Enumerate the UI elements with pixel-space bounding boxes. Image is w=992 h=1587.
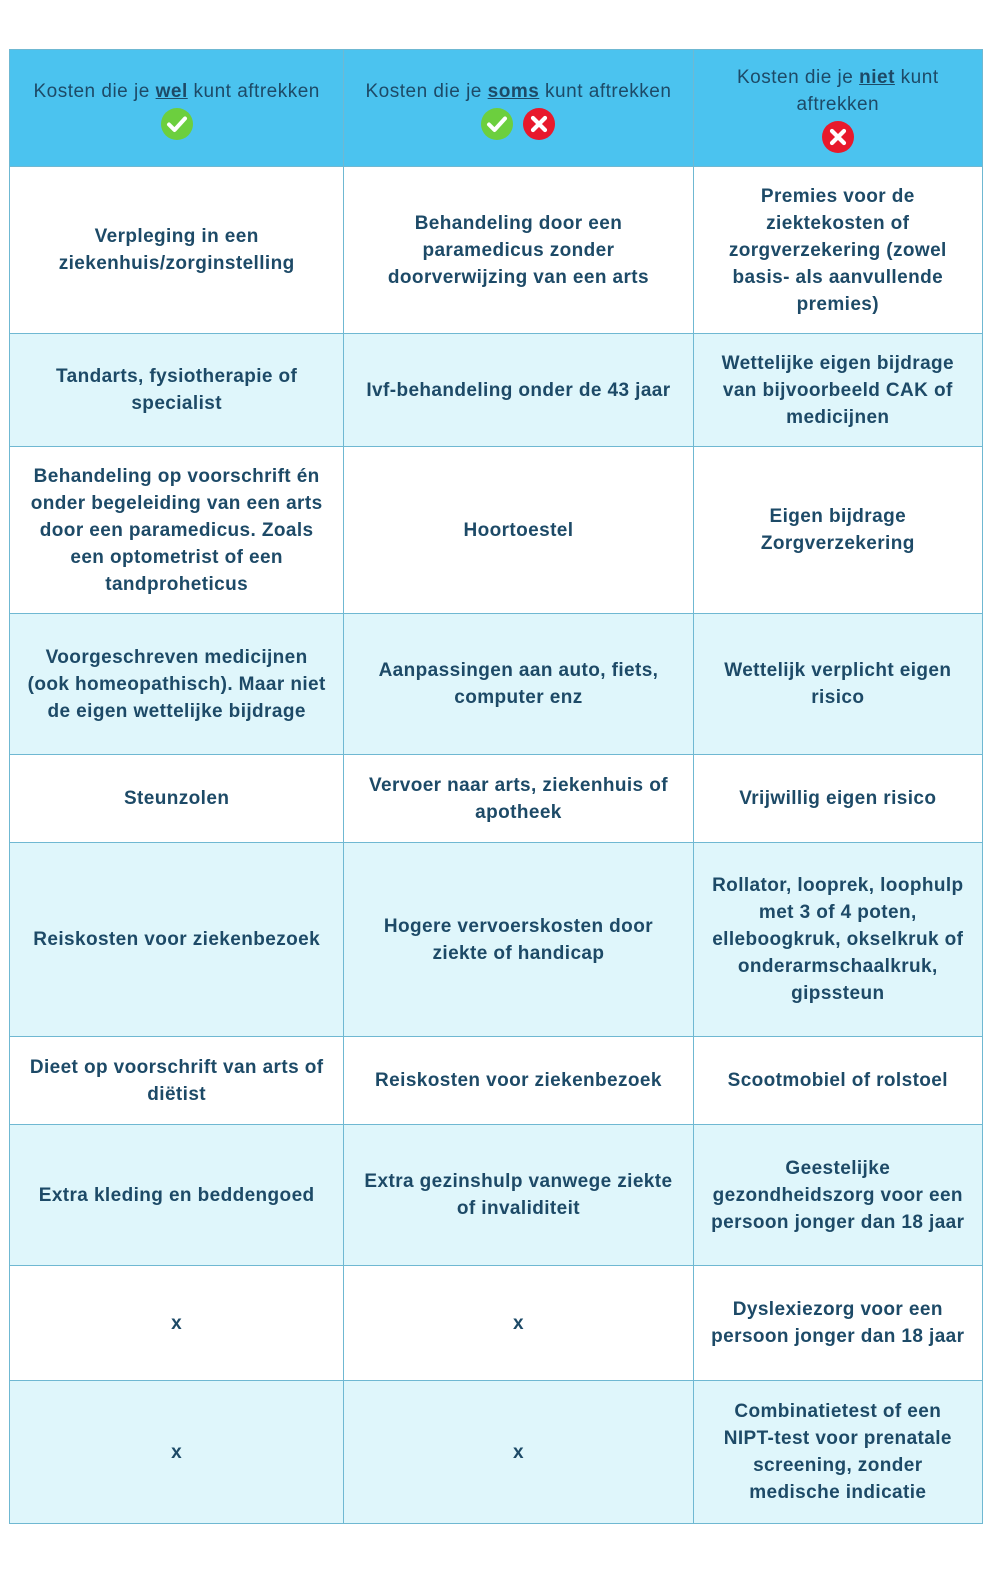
cell-soms: Reiskosten voor ziekenbezoek [344, 1037, 693, 1124]
header-wel [10, 50, 344, 166]
table-row [10, 1125, 982, 1266]
header-niet-text: Kosten die je niet kunt aftrekken [736, 67, 939, 115]
table-row [10, 614, 982, 755]
cell-niet: Geestelijke gezondheidszorg voor een persoon jonger dan 18 jaar [711, 1157, 965, 1233]
cell-wel: Verpleging in een ziekenhuis/zorginstelling [10, 167, 344, 333]
cell-soms: x [344, 1381, 693, 1523]
cell-niet: Premies voor de ziektekosten of zorgverzekering (zowel basis- als aanvullende premies) [728, 185, 947, 315]
header-soms-text: Kosten die je soms kunt aftrekken [365, 80, 672, 102]
cell-wel: Steunzolen [10, 755, 344, 842]
cell-niet: Scootmobiel of rolstoel [727, 1070, 948, 1091]
table-row [10, 843, 982, 1037]
cell-soms: Hoortoestel [344, 447, 693, 613]
header-wel-text: Kosten die je wel kunt aftrekken [33, 80, 320, 102]
table-header [10, 50, 982, 167]
table-row [10, 1266, 982, 1381]
cell-wel: x [10, 1381, 344, 1523]
cross-icon [522, 107, 556, 141]
cell-wel: Voorgeschreven medicijnen (ook homeopathisch). Maar niet de eigen wettelijke bijdrage [10, 614, 344, 754]
cell-soms: Ivf-behandeling onder de 43 jaar [344, 334, 693, 446]
check-icon [480, 107, 514, 141]
cell-niet: Dyslexiezorg voor een persoon jonger dan 18 jaar [711, 1299, 965, 1347]
table-row [10, 447, 982, 614]
table-row [10, 1037, 982, 1125]
cell-wel: Behandeling op voorschrift én onder begeleiding van een arts door een paramedicus. Zoals een optometrist of een tandproheticus [10, 447, 344, 613]
cell-wel: x [10, 1266, 344, 1380]
cell-niet: Rollator, looprek, loophulp met 3 of 4 poten, elleboogkruk, okselkruk of onderarmschaalkruk, gipssteun [712, 875, 964, 1004]
table-row [10, 755, 982, 843]
cell-wel: Tandarts, fysiotherapie of specialist [10, 334, 344, 446]
cell-wel: Dieet op voorschrift van arts of diëtist [10, 1037, 344, 1124]
cell-soms: Vervoer naar arts, ziekenhuis of apotheek [344, 755, 693, 842]
cell-soms: Behandeling door een paramedicus zonder doorverwijzing van een arts [344, 167, 693, 333]
cell-niet: Combinatietest of een NIPT-test voor prenatale screening, zonder medische indicatie [723, 1401, 952, 1503]
cell-niet: Eigen bijdrage Zorgverzekering [760, 506, 915, 554]
cell-niet: Wettelijk verplicht eigen risico [724, 660, 952, 708]
cell-wel: Reiskosten voor ziekenbezoek [10, 843, 344, 1036]
cell-niet: Vrijwillig eigen risico [739, 788, 937, 809]
cross-icon [821, 120, 855, 154]
cell-soms: Extra gezinshulp vanwege ziekte of invaliditeit [344, 1125, 693, 1265]
cell-soms: Hogere vervoerskosten door ziekte of handicap [344, 843, 693, 1036]
deduction-table [9, 49, 983, 1524]
header-soms [344, 50, 693, 166]
table-row [10, 167, 982, 334]
cell-soms: Aanpassingen aan auto, fiets, computer enz [344, 614, 693, 754]
table-row [10, 334, 982, 447]
table-row [10, 1381, 982, 1523]
header-niet [694, 50, 982, 166]
cell-niet: Wettelijke eigen bijdrage van bijvoorbeeld CAK of medicijnen [721, 352, 955, 428]
check-icon [160, 107, 194, 141]
cell-soms: x [344, 1266, 693, 1380]
cell-wel: Extra kleding en beddengoed [10, 1125, 344, 1265]
